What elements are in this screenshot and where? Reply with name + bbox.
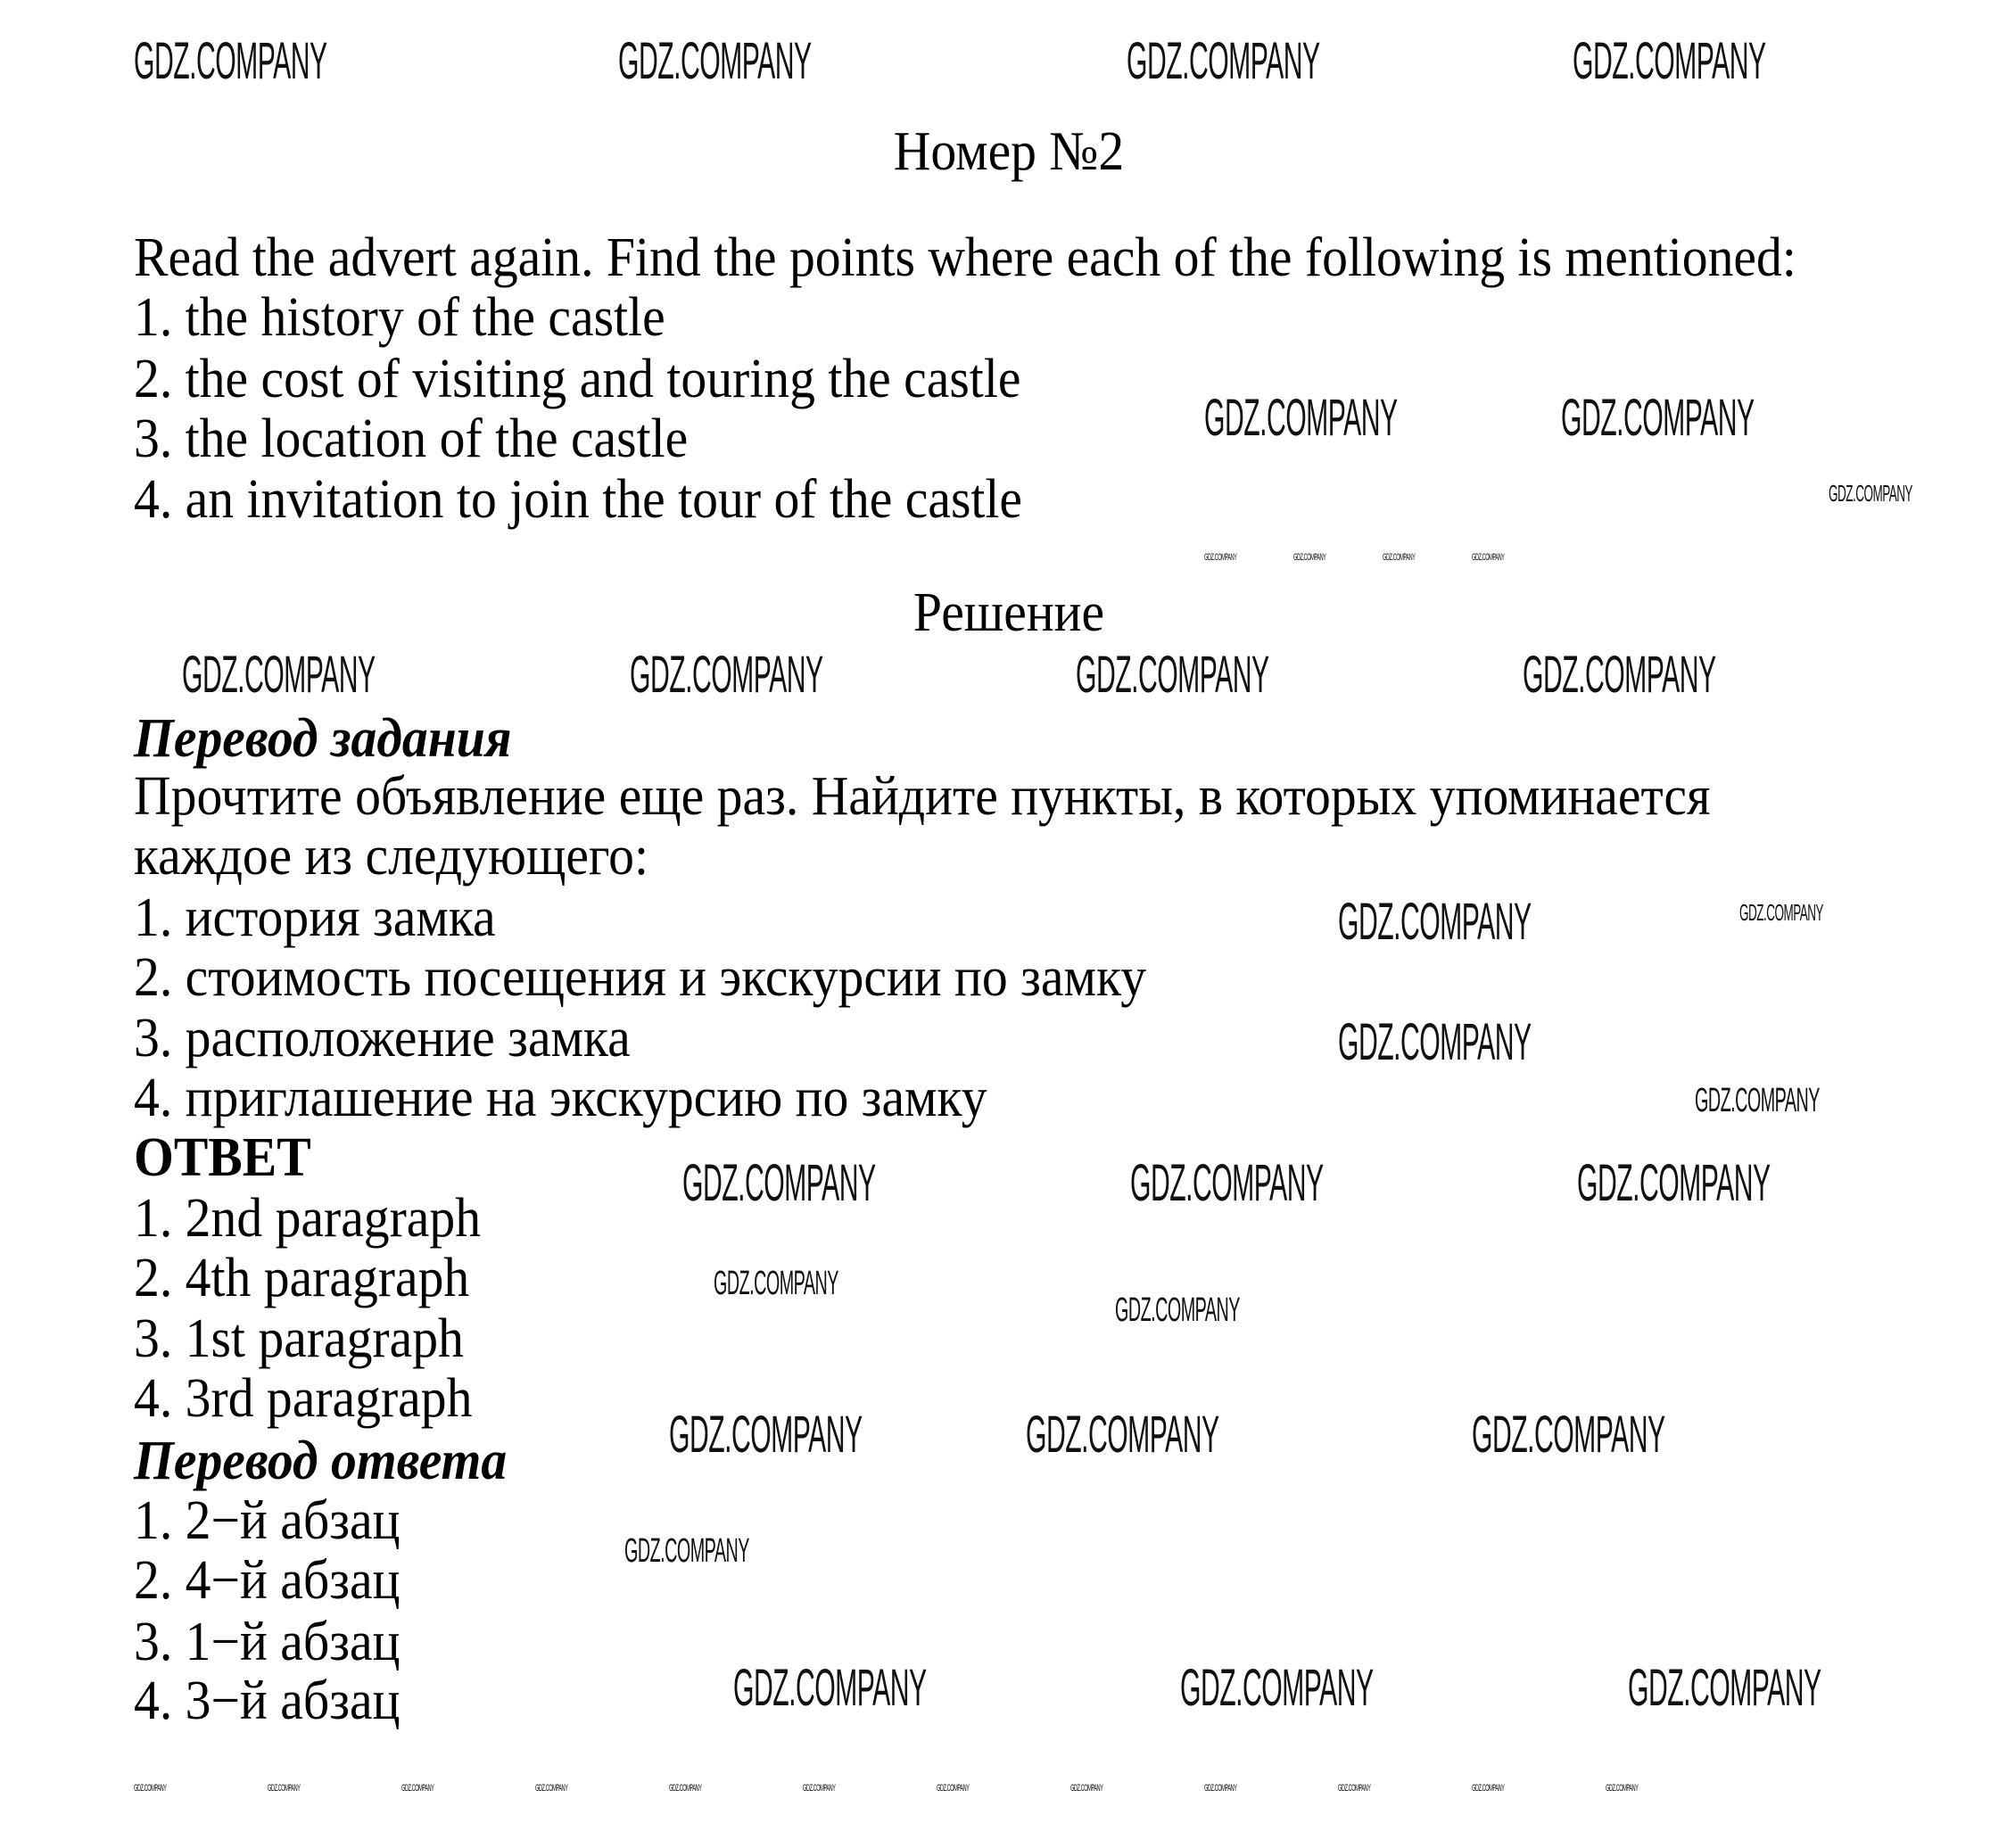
watermark: GDZ.COMPANY: [1127, 32, 1320, 90]
watermark: GDZ.COMPANY: [1070, 1783, 1103, 1794]
watermark: GDZ.COMPANY: [1573, 32, 1766, 90]
watermark: GDZ.COMPANY: [1293, 552, 1326, 563]
task-item: 3. the location of the castle: [134, 408, 689, 469]
translation-answer-item: 2. 4−й абзац: [134, 1550, 401, 1611]
translation-answer-item: 4. 3−й абзац: [134, 1671, 401, 1731]
watermark: GDZ.COMPANY: [1338, 893, 1532, 951]
watermark: GDZ.COMPANY: [669, 1783, 702, 1794]
translation-task-intro: Прочтите объявление еще раз. Найдите пункты, в которых упоминается: [134, 766, 1711, 827]
watermark: GDZ.COMPANY: [669, 1406, 863, 1464]
watermark: GDZ.COMPANY: [630, 646, 823, 704]
translation-task-heading: Перевод задания: [134, 708, 512, 769]
watermark: GDZ.COMPANY: [1561, 389, 1755, 447]
watermark: GDZ.COMPANY: [1472, 1406, 1665, 1464]
watermark: GDZ.COMPANY: [682, 1154, 876, 1212]
watermark: GDZ.COMPANY: [1076, 646, 1269, 704]
watermark: GDZ.COMPANY: [714, 1265, 838, 1302]
watermark: GDZ.COMPANY: [1204, 1783, 1237, 1794]
watermark: GDZ.COMPANY: [134, 1783, 167, 1794]
watermark: GDZ.COMPANY: [1204, 552, 1237, 563]
watermark: GDZ.COMPANY: [937, 1783, 970, 1794]
watermark: GDZ.COMPANY: [401, 1783, 434, 1794]
watermark: GDZ.COMPANY: [1739, 899, 1823, 926]
watermark: GDZ.COMPANY: [803, 1783, 836, 1794]
watermark: GDZ.COMPANY: [1829, 480, 1912, 507]
watermark: GDZ.COMPANY: [1472, 1783, 1505, 1794]
answer-item: 1. 2nd paragraph: [134, 1188, 482, 1249]
watermark: GDZ.COMPANY: [1130, 1154, 1324, 1212]
watermark: GDZ.COMPANY: [1026, 1406, 1219, 1464]
watermark: GDZ.COMPANY: [1577, 1154, 1771, 1212]
watermark: GDZ.COMPANY: [733, 1659, 927, 1717]
translation-answer-item: 1. 2−й абзац: [134, 1490, 401, 1551]
watermark: GDZ.COMPANY: [268, 1783, 301, 1794]
translation-answer-item: 3. 1−й абзац: [134, 1612, 401, 1672]
answer-heading: ОТВЕТ: [134, 1127, 311, 1188]
answer-item: 4. 3rd paragraph: [134, 1368, 473, 1429]
watermark: GDZ.COMPANY: [1472, 552, 1505, 563]
translation-answer-heading: Перевод ответа: [134, 1431, 508, 1491]
translation-task-item: 3. расположение замка: [134, 1008, 631, 1068]
answer-item: 2. 4th paragraph: [134, 1248, 470, 1308]
watermark: GDZ.COMPANY: [1204, 389, 1398, 447]
translation-task-item: 1. история замка: [134, 887, 496, 948]
task-item: 1. the history of the castle: [134, 287, 665, 348]
watermark: GDZ.COMPANY: [624, 1532, 749, 1570]
watermark: GDZ.COMPANY: [134, 32, 327, 90]
watermark: GDZ.COMPANY: [1383, 552, 1416, 563]
watermark: GDZ.COMPANY: [1628, 1659, 1821, 1717]
watermark: GDZ.COMPANY: [618, 32, 812, 90]
answer-item: 3. 1st paragraph: [134, 1308, 464, 1369]
task-intro: Read the advert again. Find the points where each of the following is mentioned:: [134, 227, 1796, 288]
page-title: Номер №2: [893, 121, 1125, 182]
watermark: GDZ.COMPANY: [1695, 1082, 1820, 1119]
watermark: GDZ.COMPANY: [1523, 646, 1716, 704]
watermark: GDZ.COMPANY: [1180, 1659, 1374, 1717]
task-item: 4. an invitation to join the tour of the castle: [134, 469, 1023, 530]
watermark: GDZ.COMPANY: [1115, 1291, 1240, 1329]
translation-task-item: 2. стоимость посещения и экскурсии по замку: [134, 947, 1147, 1008]
translation-task-intro: каждое из следующего:: [134, 826, 649, 887]
watermark: GDZ.COMPANY: [182, 646, 376, 704]
watermark: GDZ.COMPANY: [535, 1783, 568, 1794]
watermark: GDZ.COMPANY: [1338, 1783, 1371, 1794]
task-item: 2. the cost of visiting and touring the castle: [134, 349, 1021, 409]
watermark: GDZ.COMPANY: [1338, 1013, 1532, 1071]
translation-task-item: 4. приглашение на экскурсию по замку: [134, 1068, 987, 1128]
solution-heading: Решение: [913, 582, 1105, 643]
watermark: GDZ.COMPANY: [1606, 1783, 1639, 1794]
